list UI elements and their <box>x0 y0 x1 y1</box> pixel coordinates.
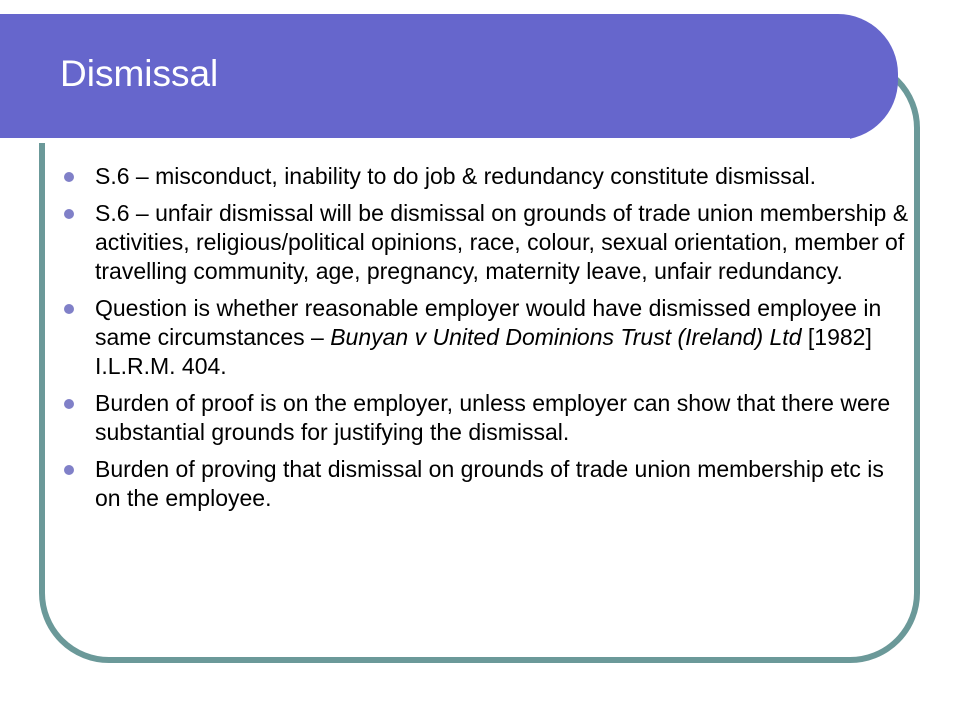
bullet-text: S.6 – unfair dismissal will be dismissal on grounds of trade union membership & activities, religious/political opinions, race, colour, sexual orientation, member of travelling community, age, pregnancy, maternity leave, unfair redundancy. <box>95 200 909 284</box>
bullet-item <box>64 389 914 447</box>
bullet-icon <box>64 172 74 182</box>
bullet-item <box>64 294 914 381</box>
bullet-item <box>64 162 914 191</box>
slide-title: Dismissal <box>60 53 219 94</box>
bullet-icon <box>64 304 74 314</box>
title-bar <box>0 14 898 140</box>
bullet-icon <box>64 399 74 409</box>
bullet-list <box>64 162 914 521</box>
bullet-text: Burden of proof is on the employer, unless employer can show that there were substantial grounds for justifying the dismissal. <box>95 390 891 445</box>
bullet-icon <box>64 465 74 475</box>
case-citation: [1982] I.L.R.M. 404. <box>95 324 872 379</box>
bullet-text: Question is whether reasonable employer would have dismissed employee in same circumstances – <box>95 295 882 350</box>
case-name: Bunyan v United Dominions Trust (Ireland) Ltd <box>330 324 802 350</box>
bullet-item <box>64 199 914 286</box>
title-underline <box>0 138 850 143</box>
bullet-item <box>64 455 914 513</box>
bullet-text: Burden of proving that dismissal on grounds of trade union membership etc is on the employee. <box>95 456 884 511</box>
bullet-text: S.6 – misconduct, inability to do job & redundancy constitute dismissal. <box>95 163 817 189</box>
bullet-icon <box>64 209 74 219</box>
